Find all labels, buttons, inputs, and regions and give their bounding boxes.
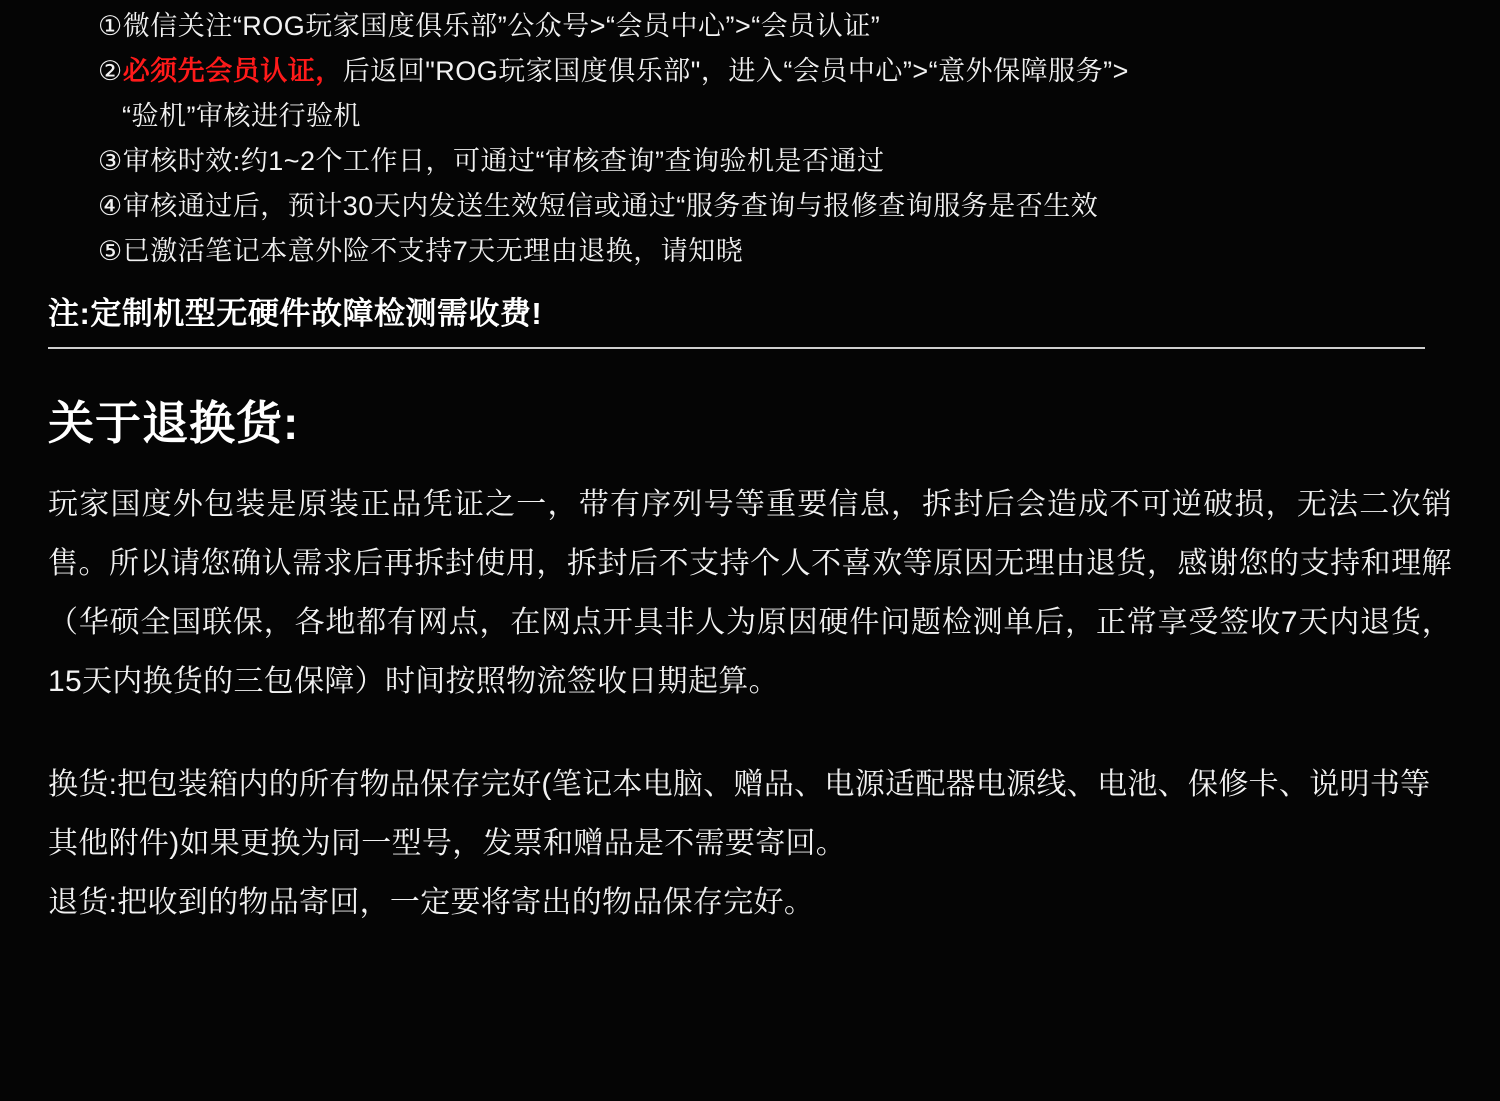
exchange-policy-paragraph: 换货:把包装箱内的所有物品保存完好(笔记本电脑、赠品、电源适配器电源线、电池、保修卡、说明书等其他附件)如果更换为同一型号，发票和赠品是不需要寄回。 [48,768,1431,860]
step-marker-1: ① [98,11,123,41]
step-item-4 [48,184,1452,229]
step-text-5: 已激活笔记本意外险不支持7天无理由退换，请知晓 [122,236,744,266]
step-item-5 [48,229,1452,274]
step-text-3: 审核时效:约1~2个工作日，可通过“审核查询”查询验机是否通过 [122,146,885,176]
return-policy-title: 关于退换货: [48,397,300,449]
fee-note: 注:定制机型无硬件故障检测需收费! [48,296,543,331]
return-policy-main-paragraph: 玩家国度外包装是原装正品凭证之一，带有序列号等重要信息，拆封后会造成不可逆破损，无法二次销售。所以请您确认需求后再拆封使用，拆封后不支持个人不喜欢等原因无理由退货，感谢您的支持和理解（华硕全国联保，各地都有网点，在网点开具非人为原因硬件问题检测单后，正常享受签收7天内退货，15天内换货的三包保障）时间按照物流签收日期起算。 [48,488,1452,698]
activation-steps-list [48,0,1452,274]
section-divider [48,347,1425,349]
step-text-2-line2: “验机”审核进行验机 [122,101,361,131]
step-marker-4: ④ [98,191,123,221]
step-item-3 [48,139,1452,184]
step-item-2 [48,49,1452,139]
step-text-2-highlight: 必须先会员认证， [122,56,343,86]
step-marker-5: ⑤ [98,236,123,266]
step-marker-3: ③ [98,146,123,176]
step-marker-2: ② [98,56,123,86]
step-text-1: 微信关注“ROG玩家国度俱乐部”公众号>“会员中心”>“会员认证” [122,11,881,41]
step-text-4: 审核通过后，预计30天内发送生效短信或通过“服务查询与报修查询服务是否生效 [122,191,1099,221]
paragraph-spacer [48,711,1452,755]
return-shipping-paragraph: 退货:把收到的物品寄回，一定要将寄出的物品保存完好。 [48,886,815,919]
step-item-1 [48,4,1452,49]
step-text-2: 后返回"ROG玩家国度俱乐部"，进入“会员中心”>“意外保障服务”> [342,56,1129,86]
